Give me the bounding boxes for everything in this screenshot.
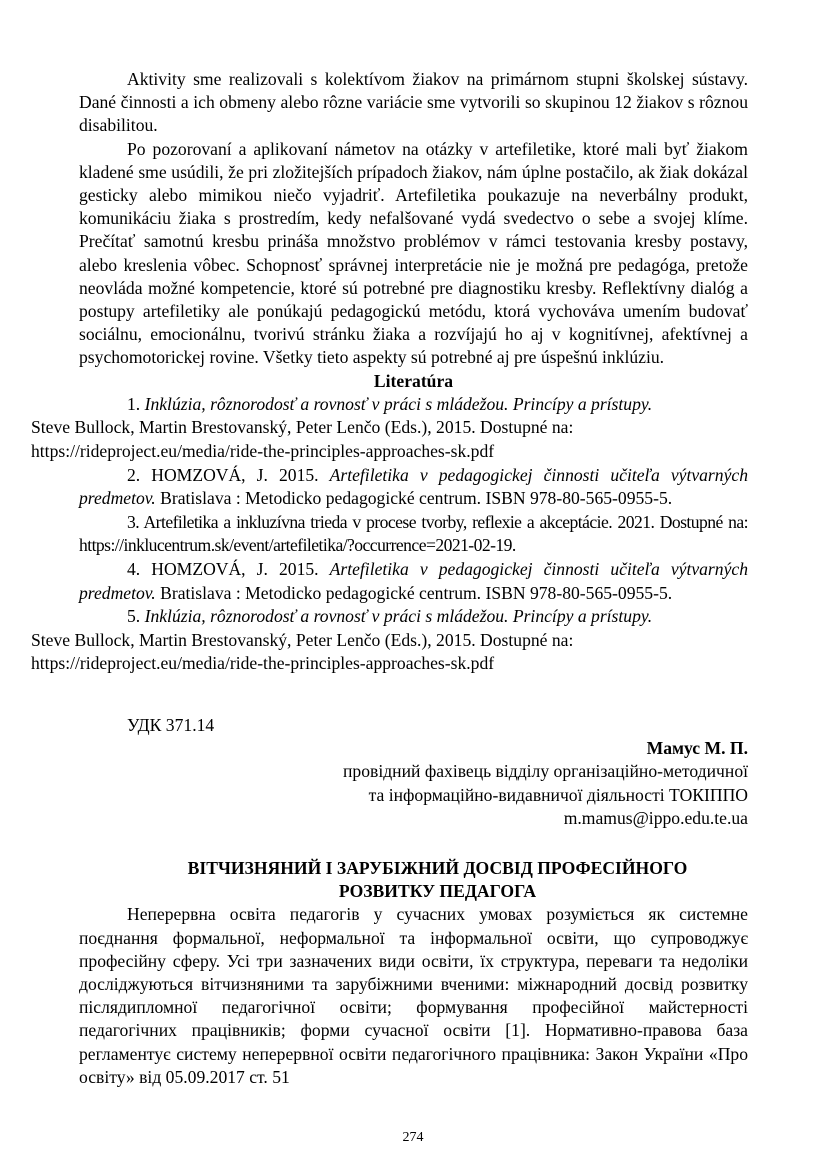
paragraph-activities: Aktivity sme realizovali s kolektívom žiakov na primárnom stupni školskej sústavy. Dané činnosti a ich obmeny alebo rôzne variácie sme vytvorili so skupinou 12 žiakov s rôznou disabilitou. [79, 69, 748, 136]
literature-heading: Literatúra [373, 370, 454, 391]
reference-1-authors: Steve Bullock, Martin Brestovanský, Peter Lenčo (Eds.), 2015. Dostupné na: [31, 417, 574, 438]
article-title-line1: ВІТЧИЗНЯНИЙ І ЗАРУБІЖНИЙ ДОСВІД ПРОФЕСІЙНОГО [187, 857, 688, 878]
reference-2-title: Artefiletika v pedagogickej činnosti učiteľa výtvarných predmetov. [79, 464, 748, 509]
article-title-line2: РОЗВИТКУ ПЕДАГОГА [338, 881, 537, 902]
reference-5-number: 5. [127, 606, 145, 627]
reference-4 [79, 558, 748, 605]
reference-2-publisher: Bratislava : Metodicko pedagogické centrum. ISBN 978-80-565-0955-5. [155, 488, 673, 509]
reference-4-publisher: Bratislava : Metodicko pedagogické centrum. ISBN 978-80-565-0955-5. [155, 582, 673, 603]
article-title [79, 857, 748, 903]
page-content [31, 68, 748, 1089]
udk-code: УДК 371.14 [127, 714, 215, 735]
reference-1-number: 1. [127, 393, 145, 414]
paragraph-continuing-education: Неперервна освіта педагогів у сучасних умовах розуміється як системне поєднання формальної, неформальної та інформальної освіти, що супроводжує професійну сферу. Усі три зазначених види освіти, їх структура, переваги та недоліки досліджуються вітчизняними та зарубіжними вченими: міжнародний досвід розвитку післядипломної педагогічної освіти; формування професійної майстерності педагогічних працівників; форми сучасної освіти [1]. Нормативно-правова база регламентує систему неперервної освіти педагогічного працівника: Закон України «Про освіту» від 05.09.2017 ст. 51 [79, 904, 748, 1087]
reference-5-authors: Steve Bullock, Martin Brestovanský, Peter Lenčo (Eds.), 2015. Dostupné na: [31, 629, 574, 650]
reference-4-author: 4. HOMZOVÁ, J. 2015. [127, 559, 330, 579]
author-name: Мамус М. П. [646, 738, 748, 759]
reference-1 [31, 393, 748, 464]
author-position-line2: та інформаційно-видавничої діяльності ТОКІППО [368, 784, 748, 805]
page-number: 274 [402, 1130, 424, 1145]
reference-2 [79, 464, 748, 511]
reference-5 [31, 605, 748, 676]
author-email: m.mamus@ippo.edu.te.ua [563, 807, 748, 828]
reference-1-title: Inklúzia, rôznorodosť a rovnosť v práci s mládežou. Princípy a prístupy. [144, 393, 653, 414]
reference-4-title: Artefiletika v pedagogickej činnosti učiteľa výtvarných predmetov. [79, 559, 748, 603]
author-position-line1: провідний фахівець відділу організаційно-методичної [343, 761, 748, 782]
reference-5-url: https://rideproject.eu/media/ride-the-principles-approaches-sk.pdf [31, 653, 495, 674]
paragraph-observation: Po pozorovaní a aplikovaní námetov na otázky v artefiletike, ktoré mali byť žiakom kladené sme usúdili, že pri zložitejších prípadoch žiakov, nám úplne postačilo, ak žiak dokázal gesticky alebo mimikou niečo vyjadriť. Artefiletika poukazuje na neverbálny produkt, komunikáciu žiaka s prostredím, kedy nefalšované vydá svedectvo o sebe a svojej klíme. Prečítať samotnú kresbu prináša množstvo problémov v rámci testovania kresby postavy, alebo kreslenia vôbec. Schopnosť správnej interpretácie nie je možná pre pedagóga, pretože neovláda možné kompetencie, ktoré sú potrebné pre diagnostiku kresby. Reflektívny dialóg a postupy artefiletiky ale ponúkajú pedagogickú metódu, ktorá vychováva umením budovať sociálnu, emocionálnu, tvorivú stránku žiaka a rozvíjajú ho aj v kognitívnej, afektívnej a psychomotorickej rovine. Všetky tieto aspekty sú potrebné aj pre úspešnú inklúziu. [79, 138, 748, 368]
reference-5-title: Inklúzia, rôznorodosť a rovnosť v práci s mládežou. Princípy a prístupy. [144, 606, 653, 627]
reference-1-url: https://rideproject.eu/media/ride-the-principles-approaches-sk.pdf [31, 441, 495, 462]
reference-2-author: 2. HOMZOVÁ, J. 2015. [127, 464, 330, 485]
reference-3: 3. Artefiletika a inkluzívna trieda v procese tvorby, reflexie a akceptácie. 2021. Dostupné na: https://inklucentrum.sk/event/artefiletika/?occurrence=2021-02-19. [79, 511, 748, 556]
